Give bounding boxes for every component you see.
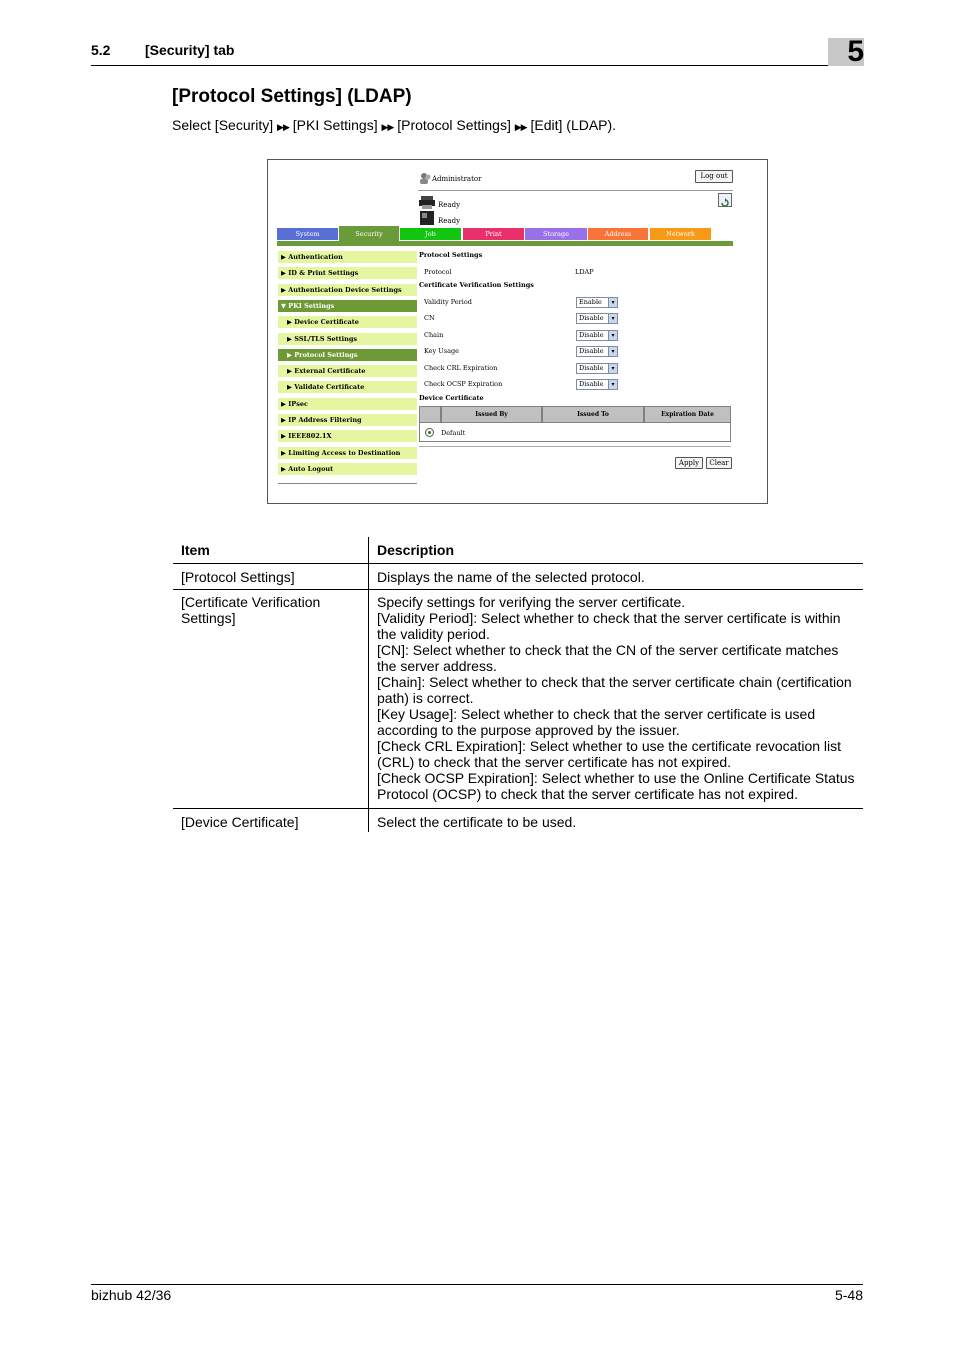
instruction-select: Select [Security] [172,117,274,133]
form-divider [419,446,731,447]
sidebar-item[interactable]: ▶ Auto Logout [278,463,417,476]
chevron-down-icon: ▾ [608,331,617,340]
status-scanner: Ready [438,217,461,225]
description-cell: Displays the name of the selected protocol. [377,569,645,585]
col-issued-by: Issued By [441,406,542,423]
instruction-step2: [Protocol Settings] [397,117,511,133]
setting-select-value: Disable [579,380,604,388]
section-number: 5.2 [91,42,111,58]
setting-select-value: Disable [579,347,604,356]
tab-address[interactable]: Address [588,228,648,240]
table-row [173,564,863,590]
chapter-number: 5 [847,35,864,68]
refresh-icon[interactable] [718,193,732,207]
setting-label: Key Usage [424,347,459,356]
instruction-step1: [PKI Settings] [292,117,378,133]
default-radio[interactable] [425,428,434,437]
footer-rule [91,1284,863,1285]
col-item-header: Item [181,542,210,558]
setting-label: Chain [424,330,444,339]
table-row [173,809,863,834]
sidebar-item[interactable]: ▶ IPsec [278,398,417,411]
chevron-down-icon: ▾ [608,347,617,356]
sidebar-item[interactable]: ▶ Authentication Device Settings [278,284,417,297]
chevron-down-icon: ▾ [608,380,617,389]
setting-label: Check OCSP Expiration [424,380,503,388]
sidebar-item[interactable]: ▶ IEEE802.1X [278,430,417,443]
item-cell: [Certificate Verification Settings] [181,594,321,626]
tab-underline [277,241,733,246]
sidebar-item[interactable]: ▼ PKI Settings [278,300,417,313]
admin-label: Administrator [432,175,482,183]
protocol-value: LDAP [575,268,594,276]
sidebar-item[interactable]: ▶ SSL/TLS Settings [278,333,417,346]
header-rule [91,65,863,66]
cert-table-row [419,423,731,442]
arrow-icon: ▶▶ [381,122,394,132]
default-cert-label: Default [441,429,466,437]
description-cell: Select the certificate to be used. [377,814,577,830]
scanner-icon [419,210,435,229]
cert-verification-heading: Certificate Verification Settings [419,281,534,289]
setting-select[interactable] [576,313,618,324]
col-select-header [419,406,441,423]
status-printer: Ready [438,201,461,209]
col-issued-to: Issued To [542,406,644,423]
tab-network[interactable]: Network [650,228,711,240]
page-title: [Protocol Settings] (LDAP) [172,86,412,107]
footer-model: bizhub 42/36 [91,1287,172,1303]
sidebar-item[interactable]: ▶ Limiting Access to Destination [278,447,417,460]
setting-label: Check CRL Expiration [424,363,498,372]
sidebar-item[interactable]: ▶ Device Certificate [278,316,417,329]
col-expiration: Expiration Date [644,406,731,423]
section-title: [Security] tab [145,42,235,58]
form-heading: Protocol Settings [419,251,483,259]
apply-button[interactable]: Apply [675,457,703,469]
protocol-label: Protocol [424,268,452,276]
admin-divider [418,190,733,191]
table-header-row [173,537,863,564]
sidebar-item[interactable]: ▶ Validate Certificate [278,381,417,394]
setting-select[interactable] [576,330,618,341]
setting-label: Validity Period [424,298,472,306]
chevron-down-icon: ▾ [608,298,617,307]
tab-storage[interactable]: Storage [525,228,587,240]
table-row [173,590,863,809]
tab-job[interactable]: Job [400,228,461,240]
arrow-icon: ▶▶ [277,122,289,132]
item-cell: [Device Certificate] [181,814,299,830]
chevron-down-icon: ▾ [608,314,617,323]
setting-select-value: Disable [579,330,604,339]
instruction [172,117,616,133]
tab-system[interactable]: System [277,228,338,240]
tab-security[interactable]: Security [339,226,399,241]
col-description-header: Description [377,542,455,558]
setting-select[interactable] [576,379,618,390]
instruction-step3: [Edit] (LDAP). [530,117,617,133]
setting-select[interactable] [576,297,618,308]
arrow-icon: ▶▶ [514,122,527,132]
sidebar-item[interactable]: ▶ Authentication [278,251,417,264]
setting-label: CN [424,314,435,323]
chevron-down-icon: ▾ [608,364,617,373]
clear-button[interactable]: Clear [706,457,732,469]
setting-select-value: Disable [579,314,604,323]
sidebar-item[interactable]: ▶ Protocol Settings [278,349,417,362]
setting-select[interactable] [576,346,618,357]
setting-select[interactable] [576,363,618,374]
footer-page-number: 5-48 [834,1287,863,1303]
item-cell: [Protocol Settings] [181,569,295,585]
description-cell: Specify settings for verifying the server certificate. [Validity Period]: Select whether to check that the server certificate is within the validity period. [CN]: Select whether to check that the CN of the server certificate matches the server address. [Chain]: Select whether to check that the server certificate chain (certification path) is correct. [Key Usage]: Select whether to check that the server certificate is used according to the purpose approved by the issuer. [Check CRL Expiration]: Select whether to use the certificate revocation list (CRL) to check that the server certificate has not expired. [Check OCSP Expiration]: Select whether to use the Online Certificate Status Protocol (OCSP) to check that the server certificate has not expired. [377,594,855,802]
sidebar-item[interactable]: ▶ External Certificate [278,365,417,378]
table-column-divider [368,537,369,832]
setting-select-value: Enable [579,298,602,306]
device-cert-heading: Device Certificate [419,394,484,402]
sidebar-item[interactable]: ▶ ID & Print Settings [278,267,417,280]
web-ui-screenshot [267,159,768,504]
sidebar-item[interactable]: ▶ IP Address Filtering [278,414,417,427]
description-table [173,537,863,834]
setting-select-value: Disable [579,363,604,372]
tab-print[interactable]: Print [463,228,524,240]
admin-icon [419,169,432,188]
sidebar-end-rule [278,483,417,484]
logout-button[interactable]: Log out [695,170,733,183]
